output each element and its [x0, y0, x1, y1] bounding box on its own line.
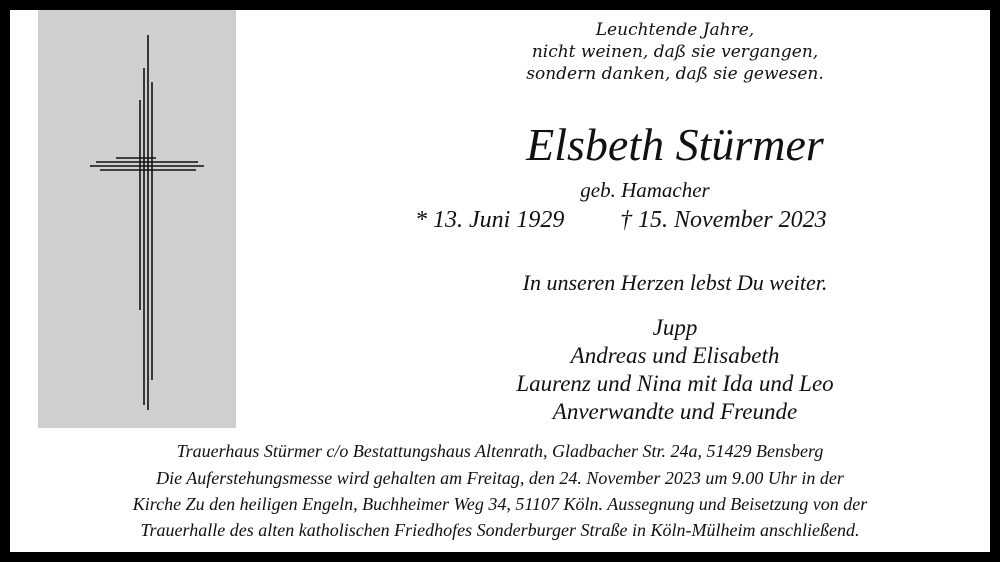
deceased-name: Elsbeth Stürmer: [526, 119, 824, 170]
death-date: † 15. November 2023: [620, 207, 827, 233]
cross-icon: [38, 10, 236, 428]
poem-line-2: nicht weinen, daß sie vergangen,: [531, 42, 819, 62]
maiden-name: geb. Hamacher: [580, 178, 710, 202]
footer-line-4: Trauerhalle des alten katholischen Friedhofes Sonderburger Straße in Köln-Mülheim anschließend.: [140, 520, 860, 540]
birth-date: * 13. Juni 1929: [415, 207, 565, 233]
mourner-line-1: Jupp: [652, 315, 698, 340]
mourner-line-3: Laurenz und Nina mit Ida und Leo: [516, 371, 834, 396]
motto: In unseren Herzen lebst Du weiter.: [522, 270, 828, 295]
cross-panel: [38, 10, 236, 428]
footer-line-2: Die Auferstehungsmesse wird gehalten am Freitag, den 24. November 2023 um 9.00 Uhr in der: [156, 468, 844, 488]
poem-line-3: sondern danken, daß sie gewesen.: [526, 64, 824, 84]
poem-line-1: Leuchtende Jahre,: [595, 20, 755, 40]
obituary-notice: [10, 10, 990, 552]
mourner-line-2: Andreas und Elisabeth: [570, 343, 780, 368]
footer-line-1: Trauerhaus Stürmer c/o Bestattungshaus Altenrath, Gladbacher Str. 24a, 51429 Bensberg: [176, 441, 824, 461]
mourner-line-4: Anverwandte und Freunde: [552, 399, 798, 424]
footer-line-3: Kirche Zu den heiligen Engeln, Buchheimer Weg 34, 51107 Köln. Aussegnung und Beisetzung von der: [132, 494, 868, 514]
